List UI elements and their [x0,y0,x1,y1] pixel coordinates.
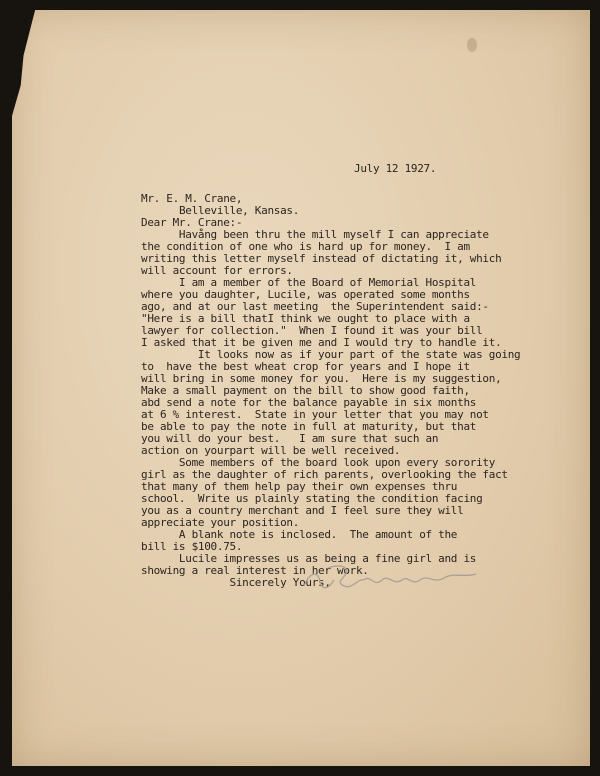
handwritten-signature [298,560,488,598]
body-line: the condition of one who is hard up for money. I am [141,240,470,253]
body-line: where you daughter, Lucile, was operated some months [141,288,470,301]
body-line: be able to pay the note in full at maturity, but that [141,420,477,433]
body-line: "Here is a bill thatI think we ought to place with a [141,312,470,325]
body-line: I asked that it be given me and I would try to handle it. [141,336,502,349]
letter-body [141,193,520,589]
body-line: bill is $100.75. [141,540,243,553]
body-line: to have the best wheat crop for years and I hope it [141,360,470,373]
body-line: will bring in some money for you. Here is my suggestion, [141,372,502,385]
body-line: at 6 % interest. State in your letter that you may not [141,408,489,421]
body-line: A blank note is inclosed. The amount of the [141,528,458,541]
body-line: you will do your best. I am sure that such an [141,432,439,445]
letter-date: July 12 1927. [354,162,437,175]
body-line: I am a member of the Board of Memorial Hospital [141,276,477,289]
body-line: action on yourpart will be well received. [141,444,401,457]
body-line: Havång been thru the mill myself I can appreciate [141,228,489,241]
body-line: It looks now as if your part of the state was going [141,348,521,361]
body-line: Make a small payment on the bill to show good faith, [141,384,470,397]
addressee-name: Mr. E. M. Crane, [141,192,243,205]
body-line: girl as the daughter of rich parents, overlooking the fact [141,468,508,481]
body-line: Lucile impresses us as being a fine girl and is [141,552,477,565]
body-line: showing a real interest in her work. [141,564,369,577]
body-line: you as a country merchant and I feel sure they will [141,504,464,517]
body-line: abd send a note for the balance payable in six months [141,396,477,409]
body-line: appreciate your position. [141,516,300,529]
body-line: will account for errors. [141,264,293,277]
body-line: school. Write us plainly stating the condition facing [141,492,483,505]
body-line: writing this letter myself instead of dictating it, which [141,252,502,265]
body-line: Some members of the board look upon every sorority [141,456,496,469]
body-line: ago, and at our last meeting the Superintendent said:- [141,300,489,313]
closing: Sincerely Yours, [141,576,331,589]
body-line: that many of them help pay their own expenses thru [141,480,458,493]
addressee-place: Belleville, Kansas. [178,204,300,217]
salutation: Dear Mr. Crane:- [141,216,243,229]
body-line: lawyer for collection." When I found it was your bill [141,324,483,337]
